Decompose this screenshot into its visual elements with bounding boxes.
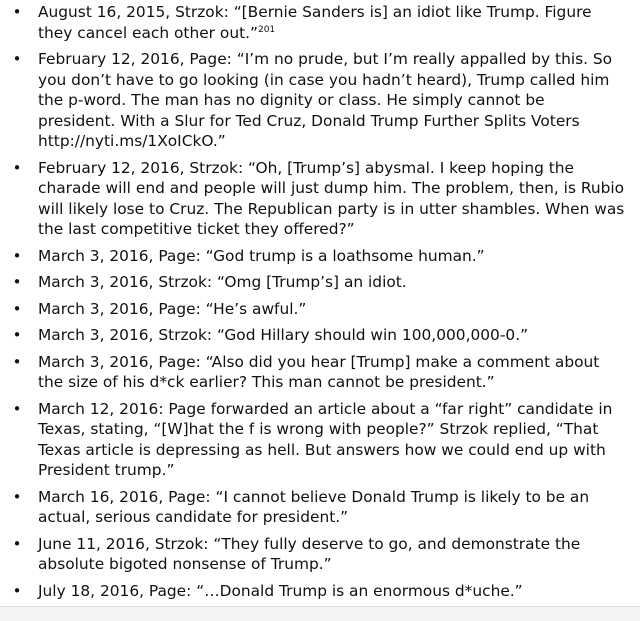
list-item-text: March 3, 2016, Strzok: “Omg [Trump’s] an idiot. xyxy=(38,273,407,291)
list-item xyxy=(0,299,640,320)
bullet-icon: • xyxy=(12,273,22,291)
bullet-icon: • xyxy=(12,399,22,418)
bullet-icon: • xyxy=(12,581,22,600)
list-item-text: March 3, 2016, Page: “He’s awful.” xyxy=(38,299,307,318)
page-bottom-edge xyxy=(0,606,640,621)
bullet-icon: • xyxy=(12,158,22,177)
list-item-text: March 3, 2016, Page: “God trump is a loathsome human.” xyxy=(38,246,485,265)
list-item-text: March 3, 2016, Strzok: “God Hillary should win 100,000,000-0.” xyxy=(38,326,529,344)
list-item xyxy=(0,487,640,528)
list-item-text: February 12, 2016, Page: “I’m no prude, but I’m really appalled by this. So you don’t have to go looking (in case you hadn’t heard), Trump called him the p-word. The man has no dignity or class. He simply cannot be president. With a Slur for Ted Cruz, Donald Trump Further Splits Voters http://nyti.ms/1XoICkO.” xyxy=(38,50,613,150)
footnote-marker[interactable]: 201 xyxy=(257,24,276,35)
bullet-icon: • xyxy=(12,534,22,553)
bullet-icon: • xyxy=(12,299,22,318)
bullet-icon: • xyxy=(12,326,22,344)
list-item xyxy=(0,272,640,293)
bullet-icon: • xyxy=(12,50,22,68)
list-item-text: June 11, 2016, Strzok: “They fully deserve to go, and demonstrate the absolute bigoted nonsense of Trump.” xyxy=(38,534,581,573)
list-item-text: July 18, 2016, Page: “…Donald Trump is an enormous d*uche.” xyxy=(38,581,523,600)
bullet-icon: • xyxy=(12,246,22,265)
bullet-icon: • xyxy=(12,487,22,506)
list-item xyxy=(0,352,640,393)
bullet-icon: • xyxy=(12,352,22,371)
list-item-text: August 16, 2015, Strzok: “[Bernie Sanders is] an idiot like Trump. Figure they cancel each other out.” xyxy=(38,3,592,42)
bullet-icon: • xyxy=(12,3,22,21)
list-item xyxy=(0,534,640,575)
list-item-text: March 3, 2016, Page: “Also did you hear [Trump] make a comment about the size of his d*ck earlier? This man cannot be president.” xyxy=(38,352,600,391)
list-item-text: March 12, 2016: Page forwarded an article about a “far right” candidate in Texas, stating, “[W]hat the f is wrong with people?” Strzok replied, “That Texas article is depressing as hell. But answers how we could end up with President trump.” xyxy=(38,399,613,479)
list-item xyxy=(0,2,640,43)
list-item-text: March 16, 2016, Page: “I cannot believe Donald Trump is likely to be an actual, serious candidate for president.” xyxy=(38,487,590,526)
quote-bullet-list xyxy=(0,2,640,607)
list-item xyxy=(0,399,640,481)
list-item-text: February 12, 2016, Strzok: “Oh, [Trump’s] abysmal. I keep hoping the charade will end and people will just dump him. The problem, then, is Rubio will likely lose to Cruz. The Republican party is in utter shambles. When was the last competitive ticket they offered?” xyxy=(38,158,625,238)
list-item xyxy=(0,581,640,602)
list-item xyxy=(0,325,640,346)
list-item xyxy=(0,49,640,152)
list-item xyxy=(0,246,640,267)
list-item xyxy=(0,158,640,240)
